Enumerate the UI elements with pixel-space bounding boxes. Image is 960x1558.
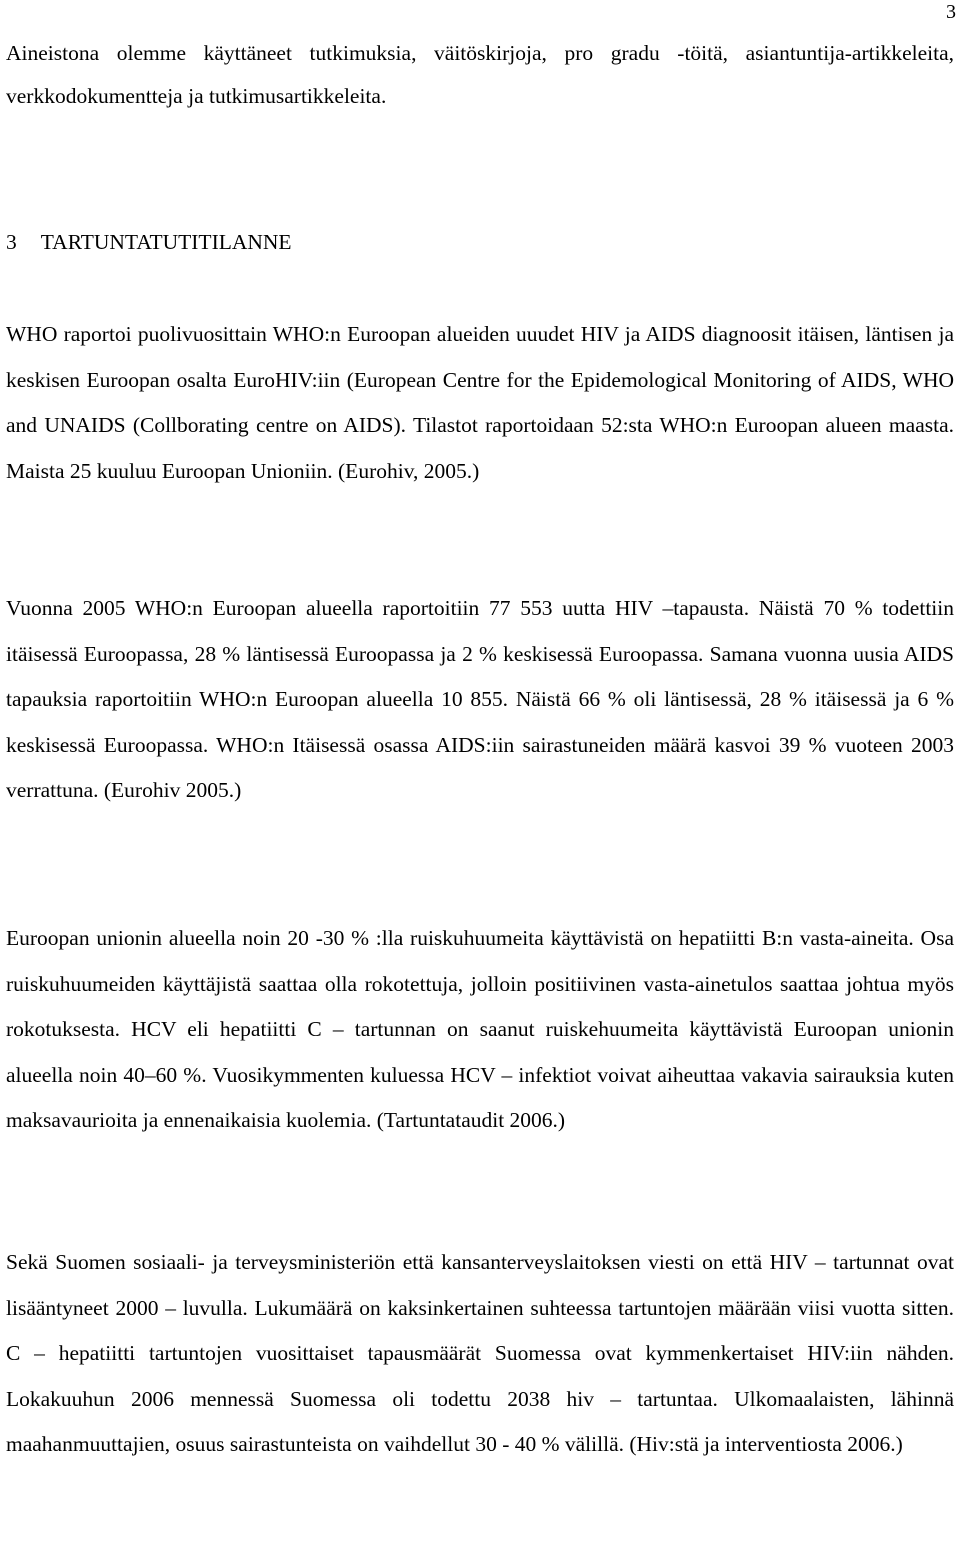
body-paragraph: Vuonna 2005 WHO:n Euroopan alueella raportoitiin 77 553 uutta HIV –tapausta. Näistä 70 % todettiin itäisessä Euroopassa, 28 % läntisessä Euroopassa ja 2 % keskisessä Euroopassa. Samana vuonna uusia AIDS tapauksia raportoitiin WHO:n Euroopan alueella 10 855. Näistä 66 % oli läntisessä, 28 % itäisessä ja 6 % keskisessä Euroopassa. WHO:n Itäisessä osassa AIDS:iin sairastuneiden määrä kasvoi 39 % vuoteen 2003 verrattuna. (Eurohiv 2005.) <box>6 596 954 802</box>
page-number: 3 <box>946 1 956 23</box>
section-number: 3 <box>6 230 17 254</box>
body-paragraph: WHO raportoi puolivuosittain WHO:n Euroopan alueiden uuudet HIV ja AIDS diagnoosit itäisen, läntisen ja keskisen Euroopan osalta EuroHIV:iin (European Centre for the Epidemological Monitoring of AIDS, WHO and UNAIDS (Collborating centre on AIDS). Tilastot raportoidaan 52:sta WHO:n Euroopan alueen maasta. Maista 25 kuuluu Euroopan Unioniin. (Eurohiv, 2005.) <box>6 322 954 483</box>
section-title: TARTUNTATUTITILANNE <box>40 230 292 254</box>
intro-paragraph: Aineistona olemme käyttäneet tutkimuksia, väitöskirjoja, pro gradu -töitä, asiantuntija-artikkeleita, verkkodokumentteja ja tutkimusartikkeleita. <box>6 41 954 108</box>
section-heading <box>6 224 292 260</box>
body-paragraph: Euroopan unionin alueella noin 20 -30 % :lla ruiskuhuumeita käyttävistä on hepatiitti B:n vasta-aineita. Osa ruiskuhuumeiden käyttäjistä saattaa olla rokotettuja, jolloin positiivinen vasta-ainetulos saattaa johtua myös rokotuksesta. HCV eli hepatiitti C – tartunnan on saanut ruiskehuumeita käyttävistä Euroopan unionin alueella noin 40–60 %. Vuosikymmenten kuluessa HCV – infektiot voivat aiheuttaa vakavia sairauksia kuten maksavaurioita ja ennenaikaisia kuolemia. (Tartuntataudit 2006.) <box>6 926 954 1132</box>
body-paragraph: Sekä Suomen sosiaali- ja terveysministeriön että kansanterveyslaitoksen viesti on että HIV – tartunnat ovat lisääntyneet 2000 – luvulla. Lukumäärä on kaksinkertainen suhteessa tartuntojen määrään viisi vuotta sitten. C – hepatiitti tartuntojen vuosittaiset tapausmäärät Suomessa ovat kymmenkertaiset HIV:iin nähden. Lokakuuhun 2006 mennessä Suomessa oli todettu 2038 hiv – tartuntaa. Ulkomaalaisten, lähinnä maahanmuuttajien, osuus sairastunteista on vaihdellut 30 - 40 % välillä. (Hiv:stä ja interventiosta 2006.) <box>6 1250 954 1456</box>
